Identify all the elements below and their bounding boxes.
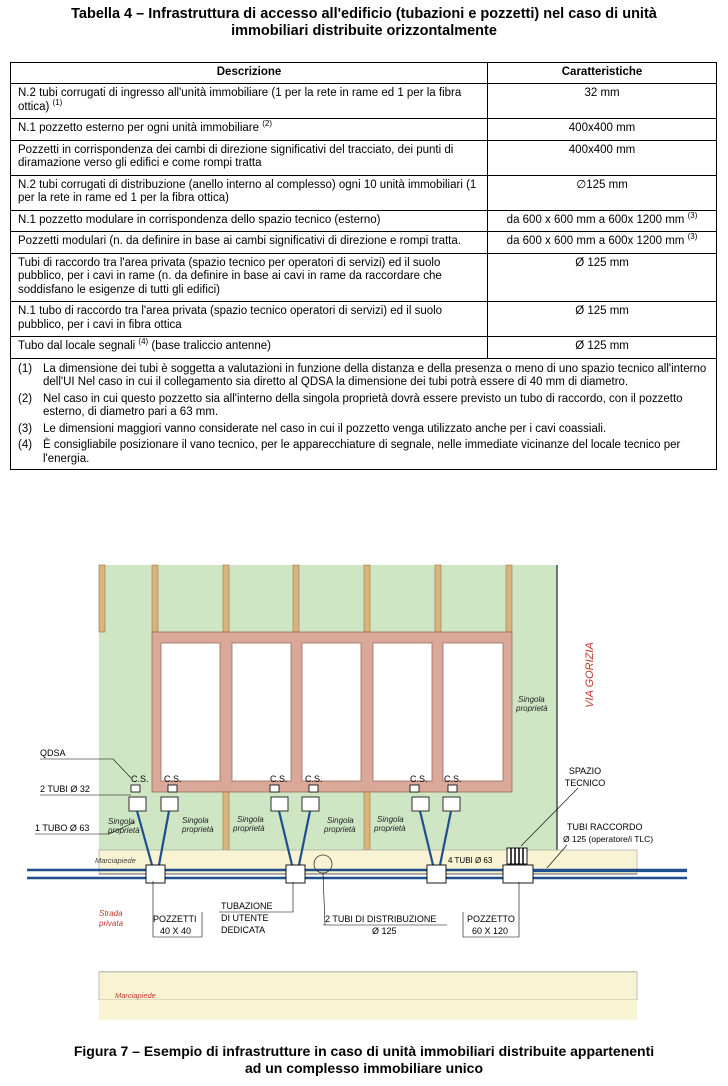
tecnico-label: TECNICO bbox=[564, 778, 606, 788]
distribuzione-label: 2 TUBI DI DISTRIBUZIONE bbox=[325, 914, 437, 924]
singola-label: Singola bbox=[327, 816, 354, 825]
tubi-63-label: 4 TUBI Ø 63 bbox=[448, 856, 493, 865]
row-description: N.2 tubi corrugati di ingresso all'unità immobiliare (1 per la rete in rame ed 1 per la fibra ottica) $^{(1)}$ bbox=[11, 84, 488, 119]
row-description: Pozzetti in corrispondenza dei cambi di direzione significativi del tracciato, dei punti di diramazione verso gli edifici e come rompi tratta bbox=[11, 140, 488, 175]
proprieta-label: proprietà bbox=[108, 826, 140, 835]
cs-label: C.S. bbox=[305, 774, 323, 784]
row-description: Tubo dal locale segnali $^{(4)}$ (base traliccio antenne) bbox=[11, 337, 488, 359]
singola-label: Singola bbox=[377, 815, 404, 824]
row-description: Tubi di raccordo tra l'area privata (spazio tecnico per operatori di servizi) ed il suolo pubblico, per i cavi in rame (n. da definire in base ai cavi in rame da raccordare che soddisfano le esigenze di tutti gli edifici) bbox=[11, 253, 488, 302]
tubazione-label: TUBAZIONE bbox=[221, 901, 273, 911]
di-utente-label: DI UTENTE bbox=[221, 913, 269, 923]
figure-caption bbox=[0, 1043, 728, 1077]
row-description: Pozzetti modulari (n. da definire in base ai cambi significativi di direzione e rompi tratta. bbox=[11, 232, 488, 254]
left-labels bbox=[35, 748, 90, 833]
infrastructure-table bbox=[10, 62, 717, 470]
bottom-band bbox=[99, 1000, 637, 1020]
table-title bbox=[0, 6, 728, 40]
singola-label: Singola bbox=[518, 695, 545, 704]
marciapiede-bottom-label: Marciapiede bbox=[115, 991, 156, 1000]
row-characteristic: Ø 125 mm bbox=[488, 337, 717, 359]
row-characteristic: Ø 125 mm bbox=[488, 253, 717, 302]
row-characteristic: Ø 125 mm bbox=[488, 302, 717, 337]
table-row bbox=[11, 84, 717, 119]
table-row bbox=[11, 232, 717, 254]
tubi-32-label: 2 TUBI Ø 32 bbox=[40, 784, 90, 794]
privata-label: privata bbox=[99, 919, 124, 928]
table-notes bbox=[11, 358, 717, 470]
proprieta-label: proprietà bbox=[233, 824, 265, 833]
dedicata-label: DEDICATA bbox=[221, 925, 266, 935]
proprieta-label: proprietà bbox=[374, 824, 406, 833]
row-description: N.1 pozzetto modulare in corrispondenza dello spazio tecnico (esterno) bbox=[11, 210, 488, 232]
table-row bbox=[11, 337, 717, 359]
figure-caption-line1: Figura 7 – Esempio di infrastrutture in caso di unità immobiliari distribuite appartenenti bbox=[73, 1043, 655, 1059]
row-description: N.1 pozzetto esterno per ogni unità immobiliare $^{(2)}$ bbox=[11, 119, 488, 141]
row-characteristic: da 600 x 600 mm a 600x 1200 mm $^{(3)}$ bbox=[488, 232, 717, 254]
table-header-row bbox=[11, 63, 717, 84]
table-notes-row bbox=[11, 358, 717, 470]
strada-label: Strada bbox=[99, 909, 123, 918]
proprieta-label: proprietà bbox=[516, 704, 548, 713]
table-title-line1: Tabella 4 – Infrastruttura di accesso all'edificio (tubazioni e pozzetti) nel caso di unità bbox=[71, 6, 657, 22]
proprieta-label: proprietà bbox=[182, 825, 214, 834]
table-title-line2: immobiliari distribuite orizzontalmente bbox=[231, 23, 497, 39]
qdsa-label: QDSA bbox=[40, 748, 66, 758]
cs-label: C.S. bbox=[164, 774, 182, 784]
note-4: (4) È consigliabile posizionare il vano tecnico, per le apparecchiature di segnale, nelle immediate vicinanze del locale tecnico per l'energia. bbox=[18, 439, 681, 465]
singola-label: Singola bbox=[108, 817, 135, 826]
row-description: N.2 tubi corrugati di distribuzione (anello interno al complesso) ogni 10 unità immobiliari (1 per la rete in rame ed 1 per la fibra ottica) bbox=[11, 175, 488, 210]
infrastructure-diagram bbox=[27, 560, 687, 1030]
row-characteristic: 400x400 mm bbox=[488, 119, 717, 141]
note-2: (2) Nel caso in cui questo pozzetto sia all'interno della singola proprietà dovrà essere previsto un tubo di raccordo, con il pozzetto esterno, di diametro pari a 63 mm. bbox=[18, 392, 683, 418]
spazio-label: SPAZIO bbox=[568, 766, 602, 776]
tubo-63-label: 1 TUBO Ø 63 bbox=[35, 823, 90, 833]
spazio-tecnico-block bbox=[507, 848, 527, 864]
table-row bbox=[11, 175, 717, 210]
table-row bbox=[11, 253, 717, 302]
row-characteristic: 32 mm bbox=[488, 84, 717, 119]
row-characteristic: ∅125 mm bbox=[488, 175, 717, 210]
note-1: (1) La dimensione dei tubi è soggetta a valutazioni in funzione della distanza e della presenza o meno di uno spazio tecnico all'interno dell'UI Nel caso in cui il collegamento sia diretto al QDSA la dimensione dei tubi potrà essere di 40 mm di diametro. bbox=[18, 362, 707, 388]
pozzetto-size-label: 60 X 120 bbox=[472, 926, 509, 936]
figure-caption-line2: ad un complesso immobiliare unico bbox=[244, 1060, 484, 1076]
raccordo-label: TUBI RACCORDO bbox=[567, 822, 643, 832]
table-row bbox=[11, 210, 717, 232]
pozzetti-size-label: 40 X 40 bbox=[160, 926, 192, 936]
cs-label: C.S. bbox=[444, 774, 462, 784]
raccordo-detail-label: Ø 125 (operatore/i TLC) bbox=[563, 834, 654, 844]
cs-label: C.S. bbox=[270, 774, 288, 784]
pozzetti-label: POZZETTI bbox=[153, 914, 197, 924]
bottom-sidewalk bbox=[99, 972, 637, 1000]
row-characteristic: 400x400 mm bbox=[488, 140, 717, 175]
table-row bbox=[11, 119, 717, 141]
marciapiede-label: Marciapiede bbox=[95, 856, 136, 865]
header-caratteristiche: Caratteristiche bbox=[488, 63, 717, 84]
header-descrizione: Descrizione bbox=[11, 63, 488, 84]
pozzetto-label: POZZETTO bbox=[467, 914, 515, 924]
street-label: VIA GORIZIA bbox=[584, 642, 596, 708]
row-characteristic: da 600 x 600 mm a 600x 1200 mm $^{(3)}$ bbox=[488, 210, 717, 232]
cs-label: C.S. bbox=[131, 774, 149, 784]
proprieta-label: proprietà bbox=[324, 825, 356, 834]
table-row bbox=[11, 302, 717, 337]
singola-label: Singola bbox=[182, 816, 209, 825]
row-description: N.1 tubo di raccordo tra l'area privata (spazio tecnico operatori di servizi) ed il suolo pubblico, per i cavi in fibra ottica bbox=[11, 302, 488, 337]
buildings bbox=[152, 632, 512, 792]
cs-label: C.S. bbox=[410, 774, 428, 784]
table-row bbox=[11, 140, 717, 175]
distribuzione-size-label: Ø 125 bbox=[372, 926, 397, 936]
singola-label: Singola bbox=[237, 815, 264, 824]
note-3: (3) Le dimensioni maggiori vanno considerate nel caso in cui il pozzetto venga utilizzato anche per i cavi coassiali. bbox=[18, 422, 607, 435]
